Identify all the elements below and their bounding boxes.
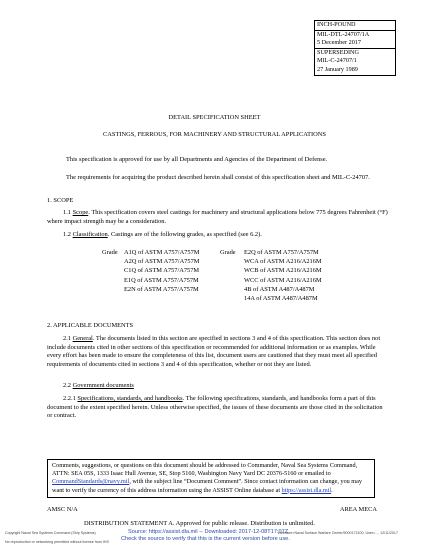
approval-statement: This specification is approved for use by all Departments and Agencies of the Department of Defense. — [66, 156, 328, 163]
grade-list-1 — [124, 248, 199, 294]
old-doc-date: 27 January 1989 — [317, 65, 358, 73]
section-2-2-num: 2.2 — [63, 382, 71, 389]
grade-item: C1Q of ASTM A757/A757M — [124, 267, 200, 275]
section-1-2-title: Classification — [72, 231, 108, 238]
section-2-1-text: . The documents listed in this section are specified in sections 3 and 4 of this specification. This section does not include documents cited in other sections of this specification or recommended for additional information or as examples. While every effort has been made to ensure the completeness of this list, document users are cautioned that they must meet all specified requirements of documents cited in sections 3 and 4 of this specification, whether or not they are listed. — [47, 335, 381, 368]
section-1-1 — [47, 209, 388, 226]
grade-item: WCA of ASTM A216/A216M — [244, 258, 322, 266]
download-source: Source: https://assist.dla.mil -- Downloaded: 2017-12-08T17:07Z — [128, 529, 289, 535]
grade-item: A2Q of ASTM A757/A757M — [124, 258, 200, 266]
distribution-statement: DISTRIBUTION STATEMENT A. Approved for public release. Distribution is unlimited. — [84, 520, 315, 527]
comments-box — [47, 459, 375, 498]
section-2-2-1-num: 2.2.1 — [63, 395, 76, 402]
section-2-heading: 2. APPLICABLE DOCUMENTS — [47, 322, 134, 329]
header-box — [314, 20, 396, 76]
grade-item: E1Q of ASTM A757/A757M — [124, 276, 199, 284]
unit-label: INCH-POUND — [317, 21, 356, 28]
section-2-1-title: General — [72, 335, 93, 342]
doc-id: MIL-DTL-24707/1A — [315, 30, 395, 40]
grade-item: WCB of ASTM A216/A216M — [244, 267, 322, 275]
amsc-label: AMSC N/A — [47, 506, 78, 513]
spec-subject-title: CASTINGS, FERROUS, FOR MACHINERY AND STRUCTURAL APPLICATIONS — [103, 131, 326, 138]
grade-list-2 — [244, 248, 322, 303]
comments-text-3: . — [331, 486, 333, 494]
grade-item: 14A of ASTM A487/A487M — [244, 295, 318, 303]
comments-text-2: , with the subject line “Document Comment”. Since contact information can change, you may want to verify the currency of this address information using the ASSIST Online database at — [52, 478, 362, 494]
area-label: AREA MECA — [339, 506, 377, 513]
section-2-2-1-text: . The following specifications, standards, and handbooks form a part of this document to the extent specified herein. Unless otherwise specified, the issues of these documents are those cited in the solicitation or contract. — [47, 395, 383, 420]
section-2-2 — [63, 382, 134, 391]
section-2-2-title: Government documents — [72, 382, 134, 389]
grade-label-2: Grade — [220, 249, 236, 256]
section-1-2-num: 1.2 — [63, 231, 71, 238]
section-2-1-num: 2.1 — [63, 335, 71, 342]
grade-item: E2Q of ASTM A757/A757M — [244, 249, 319, 256]
comments-email-link[interactable]: CommandStandards@navy.mil — [52, 478, 130, 486]
spec-sheet-title: DETAIL SPECIFICATION SHEET — [168, 114, 261, 121]
grade-item: 4B of ASTM A487/A487M — [244, 285, 315, 293]
doc-date: 5 December 2017 — [317, 39, 361, 47]
copyright-line-1: Copyright Naval Sea Systems Command (Ship Systems) — [5, 531, 96, 535]
section-1-2 — [63, 231, 383, 240]
section-2-2-1-title: Specifications, standards, and handbooks — [77, 395, 183, 402]
copyright-line-2: No reproduction or networking permitted without license from IHS — [5, 540, 109, 544]
grade-item: WCC of ASTM A216/A216M — [244, 276, 322, 284]
grade-label-1: Grade — [102, 249, 118, 256]
section-1-heading: 1. SCOPE — [47, 197, 74, 204]
license-line: Licensee=Naval Surface Warfare Center/5000173100, User=..., 12/11/2017 — [278, 531, 398, 535]
section-1-1-num: 1.1 — [63, 209, 71, 216]
section-1-1-title: Scope — [72, 209, 89, 216]
verify-version-note: Check the source to verify that this is the current version before use. — [121, 536, 290, 542]
section-1-1-text: . This specification covers steel castings for machinery and structural applications below 775 degrees Fahrenheit (°F) where impact strength may be a consideration. — [47, 209, 388, 225]
grade-item: A1Q of ASTM A757/A757M — [124, 249, 200, 256]
section-2-2-1 — [47, 395, 388, 421]
section-2-1 — [47, 335, 388, 369]
section-1-2-text: . Castings are of the following grades, as specified (see 6.2). — [107, 231, 262, 238]
comments-text-1: Comments, suggestions, or questions on this document should be addressed to Commander, Naval Sea Systems Command, ATTN: SEA 05S, 1333 Isaac Hull Avenue, SE, Stop 5160, Washington Navy Yard DC 20376-5160 or emailed to — [52, 462, 358, 478]
grade-item: E2N of ASTM A757/A757M — [124, 285, 199, 293]
requirements-statement: The requirements for acquiring the product described herein shall consist of this specification sheet and MIL-C-24707. — [66, 174, 370, 181]
old-doc-id: MIL-C-24707/1 — [317, 57, 357, 65]
superseding-label: SUPERSEDING — [315, 48, 395, 58]
assist-url-link[interactable]: https://assist.dla.mil — [281, 486, 332, 494]
